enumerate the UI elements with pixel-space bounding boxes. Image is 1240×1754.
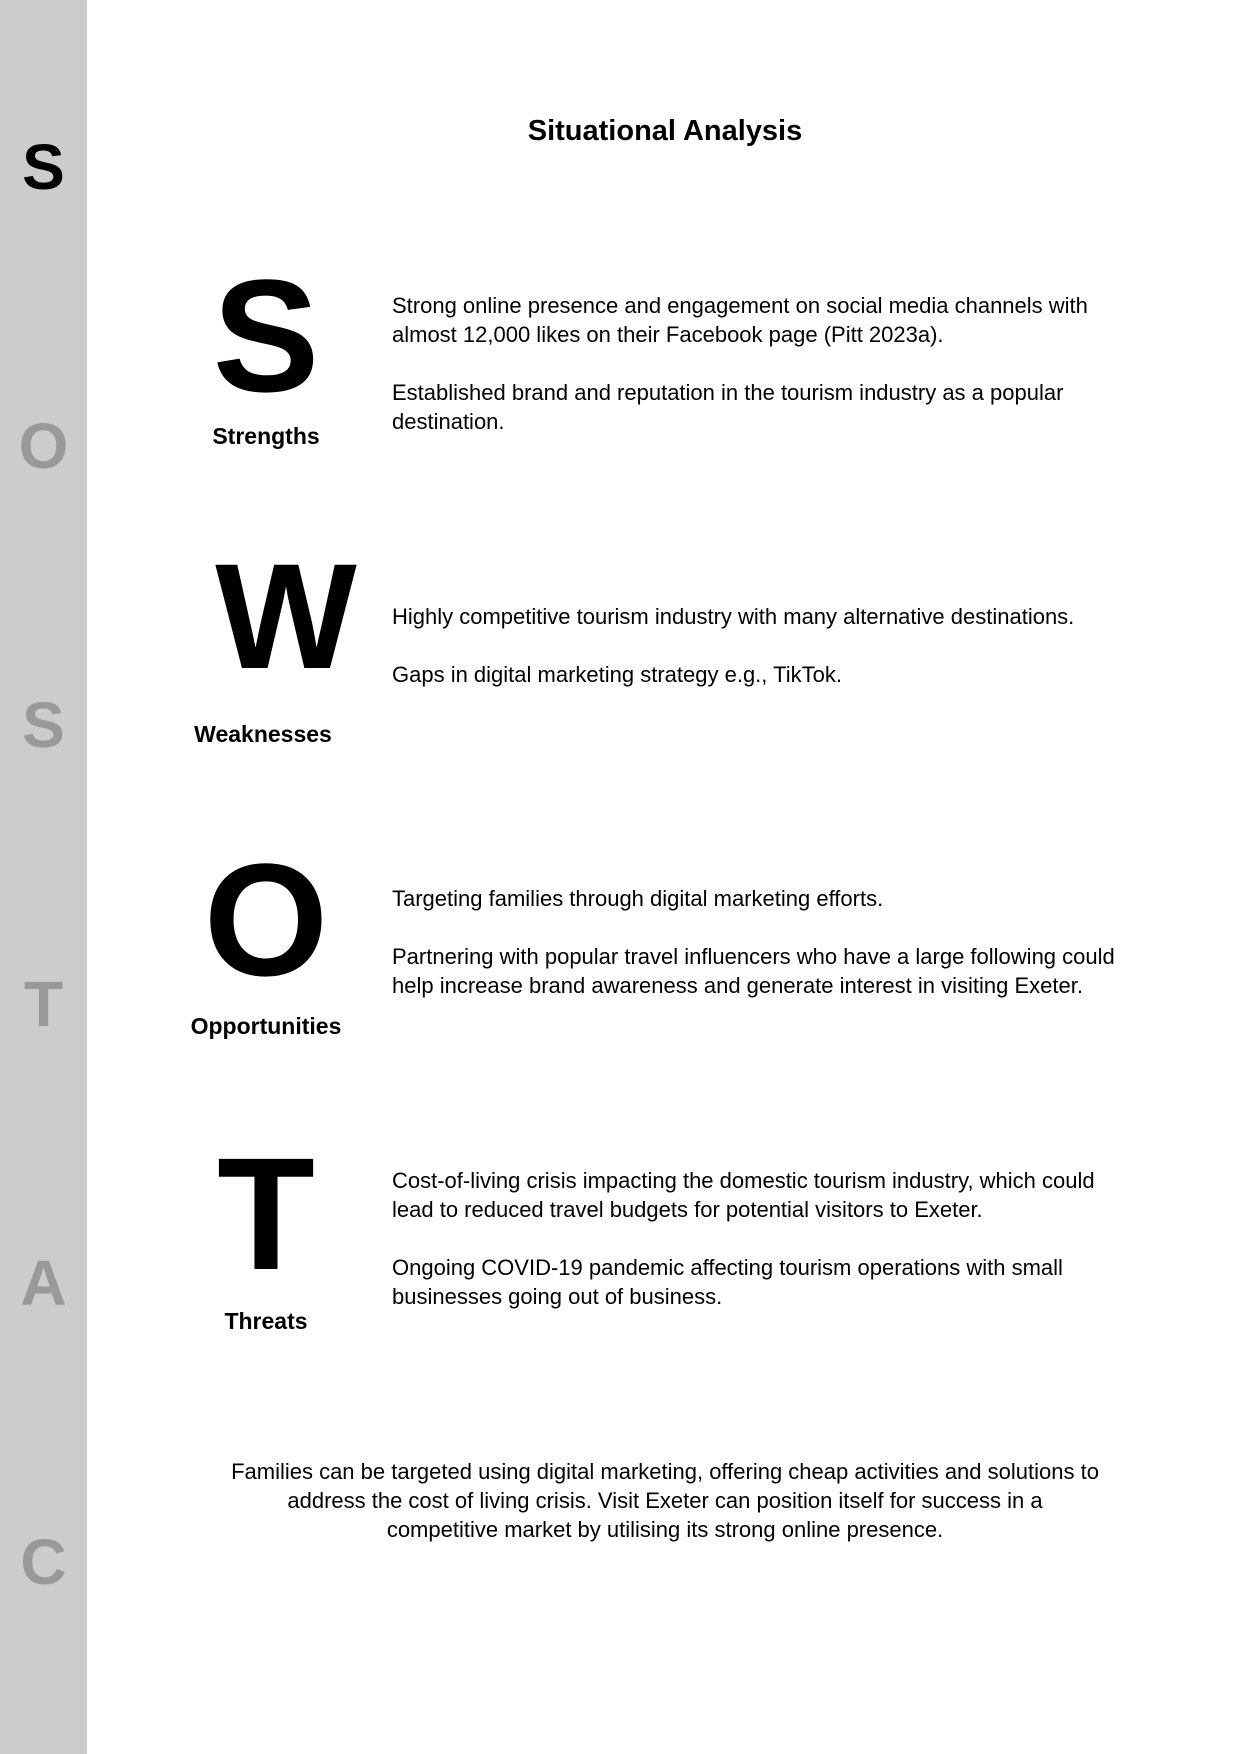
strengths-text — [392, 291, 1132, 465]
opportunities-text — [392, 884, 1132, 1029]
strengths-point: Strong online presence and engagement on social media channels with almost 12,000 likes on their Facebook page (Pitt 2023a). — [392, 293, 1088, 347]
threats-letter: T — [217, 1124, 315, 1303]
opportunities-letter: O — [203, 830, 329, 1009]
summary-text: Families can be targeted using digital marketing, offering cheap activities and solutions to address the cost of living crisis. Visit Exeter can position itself for success in a competitive market by utilising its strong online presence. — [231, 1459, 1099, 1542]
sostac-letter-control: C — [20, 1526, 67, 1598]
opportunities-point: Partnering with popular travel influencers who have a large following could help increase brand awareness and generate interest in visiting Exeter. — [392, 944, 1115, 998]
sostac-letter-action: A — [20, 1247, 67, 1319]
strengths-letter: S — [212, 246, 320, 425]
sostac-letter-situation: S — [22, 131, 65, 203]
sostac-sidebar — [0, 0, 87, 1754]
weaknesses-label: Weaknesses — [194, 721, 332, 747]
opportunities-label: Opportunities — [190, 1013, 342, 1039]
sostac-letter-strategy: S — [22, 689, 65, 761]
weaknesses-letter: W — [215, 532, 357, 700]
sostac-letter-objectives: O — [18, 410, 69, 482]
weaknesses-text — [392, 602, 1132, 718]
threats-text — [392, 1166, 1132, 1340]
strengths-point: Established brand and reputation in the tourism industry as a popular destination. — [392, 380, 1064, 434]
opportunities-point: Targeting families through digital marketing efforts. — [392, 886, 884, 911]
weaknesses-point: Gaps in digital marketing strategy e.g., TikTok. — [392, 662, 842, 687]
threats-point: Cost-of-living crisis impacting the domestic tourism industry, which could lead to reduced travel budgets for potential visitors to Exeter. — [392, 1168, 1095, 1222]
strengths-label: Strengths — [212, 423, 320, 449]
threats-point: Ongoing COVID-19 pandemic affecting tourism operations with small businesses going out of business. — [392, 1255, 1063, 1309]
page-title: Situational Analysis — [527, 115, 803, 147]
threats-label: Threats — [224, 1308, 308, 1334]
sostac-letter-tactics: T — [23, 968, 64, 1040]
weaknesses-point: Highly competitive tourism industry with many alternative destinations. — [392, 604, 1075, 629]
